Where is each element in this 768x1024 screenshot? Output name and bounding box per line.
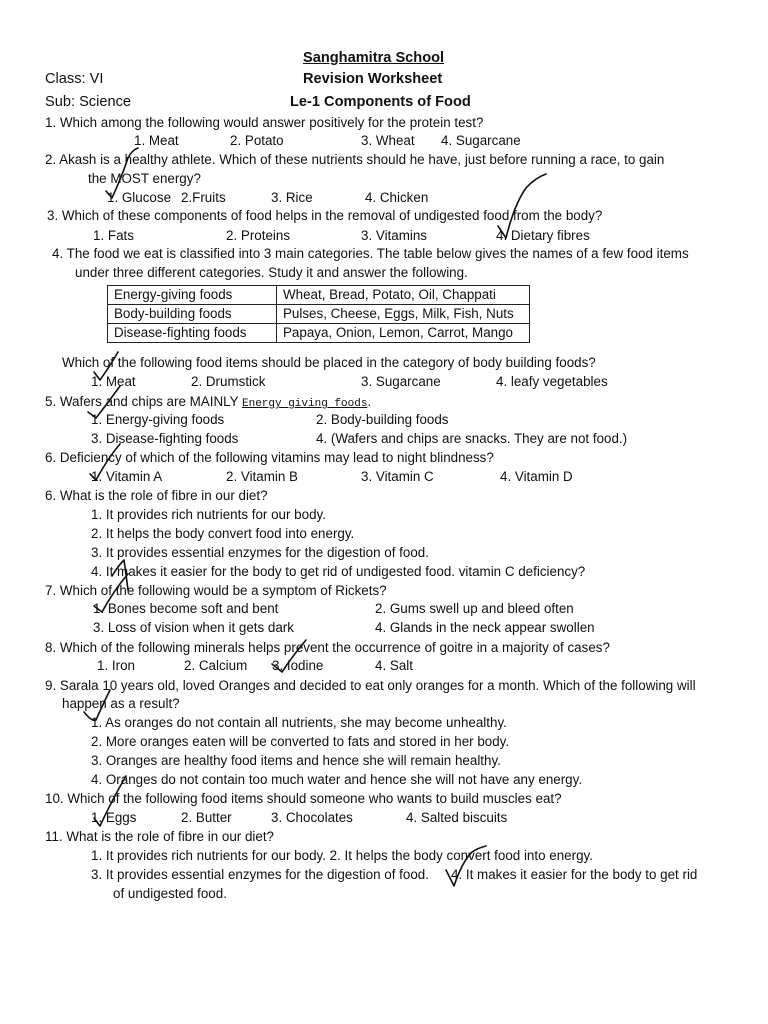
question-2-cont: the MOST energy?	[88, 171, 201, 186]
option: 3. Wheat	[361, 133, 415, 148]
table-row	[108, 286, 530, 305]
option: 4. Glands in the neck appear swollen	[375, 620, 595, 635]
filled-answer: Energy giving foods	[242, 398, 368, 410]
option: 3. Disease-fighting foods	[91, 431, 239, 446]
option: 2. More oranges eaten will be converted to fats and stored in her body.	[91, 734, 510, 749]
chapter-title: Le-1 Components of Food	[290, 94, 471, 110]
table-cell: Disease-fighting foods	[108, 324, 277, 343]
option: 2. Butter	[181, 810, 232, 825]
table-cell: Body-building foods	[108, 305, 277, 324]
question-6b: 6. What is the role of fibre in our diet?	[45, 488, 268, 503]
food-categories-table	[107, 285, 530, 343]
option: 4. Oranges do not contain too much water and hence she will not have any energy.	[91, 772, 583, 787]
option: 4. (Wafers and chips are snacks. They are not food.)	[316, 431, 628, 446]
option: 4. leafy vegetables	[496, 374, 608, 389]
table-cell: Papaya, Onion, Lemon, Carrot, Mango	[277, 324, 530, 343]
option: 4. Vitamin D	[500, 469, 573, 484]
question-7: 7. Which of the following would be a symptom of Rickets?	[45, 583, 387, 598]
question-8: 8. Which of the following minerals helps prevent the occurrence of goitre in a majority of cases?	[45, 640, 610, 655]
question-4-sub: Which of the following food items should be placed in the category of body building foods?	[62, 355, 596, 370]
option: 4. It makes it easier for the body to get rid	[451, 867, 698, 882]
option: 4. Sugarcane	[441, 133, 521, 148]
option: 1. Eggs	[91, 810, 137, 825]
option: 2. Drumstick	[191, 374, 266, 389]
question-9-cont: happen as a result?	[62, 696, 180, 711]
table-cell: Wheat, Bread, Potato, Oil, Chappati	[277, 286, 530, 305]
option: 3. Loss of vision when it gets dark	[93, 620, 294, 635]
option: 1. Vitamin A	[91, 469, 163, 484]
option: 2. Vitamin B	[226, 469, 298, 484]
question-4: 4. The food we eat is classified into 3 main categories. The table below gives the names of a few food items	[52, 246, 689, 261]
table-cell: Pulses, Cheese, Eggs, Milk, Fish, Nuts	[277, 305, 530, 324]
option: 1. Iron	[97, 658, 135, 673]
option: 4. It makes it easier for the body to get rid of undigested food. vitamin C deficiency?	[91, 564, 586, 579]
option: 2. Gums swell up and bleed often	[375, 601, 574, 616]
option: 3. Iodine	[272, 658, 324, 673]
option: 2. Body-building foods	[316, 412, 449, 427]
question-10: 10. Which of the following food items should someone who wants to build muscles eat?	[45, 791, 562, 806]
option: 1. It provides rich nutrients for our body. 2. It helps the body convert food into energy.	[91, 848, 593, 863]
option: 4. Chicken	[365, 190, 429, 205]
table-row	[108, 324, 530, 343]
option: 2.Fruits	[181, 190, 226, 205]
option: 1. As oranges do not contain all nutrients, she may become unhealthy.	[91, 715, 507, 730]
option: 3. Oranges are healthy food items and hence she will remain healthy.	[91, 753, 501, 768]
option: 3. Sugarcane	[361, 374, 441, 389]
option: 3. It provides essential enzymes for the digestion of food.	[91, 545, 429, 560]
table-cell: Energy-giving foods	[108, 286, 277, 305]
question-9: 9. Sarala 10 years old, loved Oranges and decided to eat only oranges for a month. Which of the following will	[45, 678, 696, 693]
option: 2. It helps the body convert food into energy.	[91, 526, 355, 541]
punctuation: .	[367, 394, 372, 409]
question-6: 6. Deficiency of which of the following vitamins may lead to night blindness?	[45, 450, 494, 465]
option: 3. Vitamins	[361, 228, 427, 243]
question-1: 1. Which among the following would answer positively for the protein test?	[45, 115, 484, 130]
class-label: Class: VI	[45, 71, 104, 87]
option: 1. Glucose	[107, 190, 172, 205]
worksheet-title: Revision Worksheet	[303, 71, 443, 87]
option: 2. Proteins	[226, 228, 291, 243]
option: 4. Salt	[375, 658, 413, 673]
question-11: 11. What is the role of fibre in our diet?	[45, 829, 275, 844]
option: 1. Meat	[91, 374, 136, 389]
question-2: 2. Akash is a healthy athlete. Which of these nutrients should he have, just before running a race, to gain	[45, 152, 665, 167]
option: 3. It provides essential enzymes for the digestion of food.	[91, 867, 429, 882]
question-3: 3. Which of these components of food helps in the removal of undigested food from the body?	[47, 208, 603, 223]
question-5-text: 5. Wafers and chips are MAINLY	[45, 394, 239, 409]
option: 1. Energy-giving foods	[91, 412, 225, 427]
table-row	[108, 305, 530, 324]
option: 1. It provides rich nutrients for our body.	[91, 507, 326, 522]
option: 2. Calcium	[184, 658, 248, 673]
option: 1. Fats	[93, 228, 134, 243]
subject-label: Sub: Science	[45, 94, 131, 110]
option: 1. Bones become soft and bent	[93, 601, 279, 616]
option-cont: of undigested food.	[113, 886, 227, 901]
option: 3. Rice	[271, 190, 313, 205]
option: 3. Chocolates	[271, 810, 353, 825]
option: 2. Potato	[230, 133, 284, 148]
option: 1. Meat	[134, 133, 179, 148]
question-5	[45, 394, 371, 412]
option: 3. Vitamin C	[361, 469, 434, 484]
question-4-cont: under three different categories. Study it and answer the following.	[75, 265, 468, 280]
option: 4. Salted biscuits	[406, 810, 508, 825]
school-name: Sanghamitra School	[303, 50, 445, 66]
option: 4. Dietary fibres	[496, 228, 590, 243]
